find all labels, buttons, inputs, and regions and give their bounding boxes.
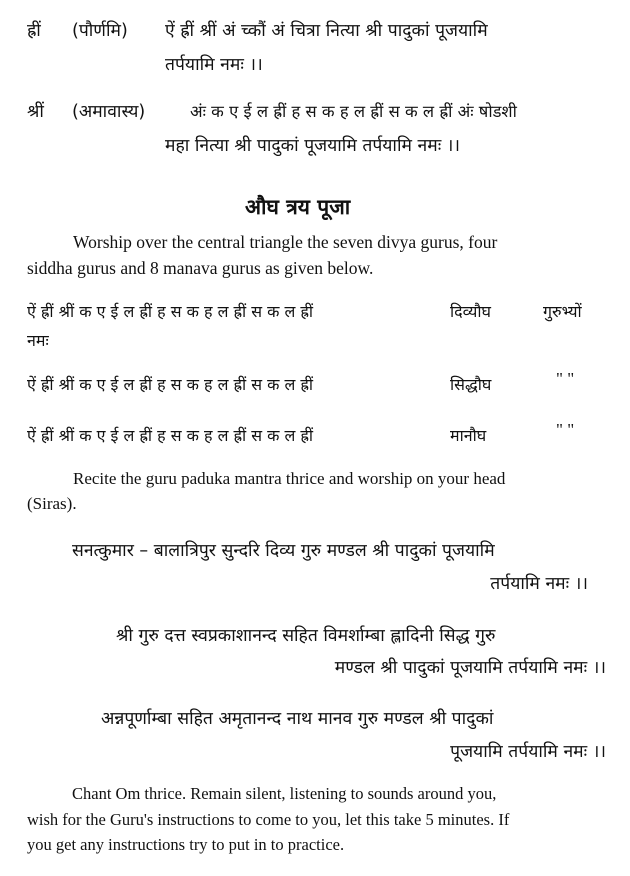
mandala-mantra-line1: अन्नपूर्णाम्बा सहित अमृतानन्द नाथ मानव गुरु मण्डल श्री पादुकां <box>101 709 494 729</box>
amavasya-mantra-line1: अंः क ए ई ल ह्रीं ह स क ह ल ह्रीं स क ल ह्रीं अंः षोडशी <box>190 102 517 121</box>
pournami-label: ह्रीं <box>27 21 41 41</box>
augha-row-mantra: ऐं ह्रीं श्रीं क ए ई ल ह्रीं ह स क ह ल ह्रीं स क ल ह्रीं <box>27 426 314 445</box>
mandala-mantra-line2: पूजयामि तर्पयामि नमः ।। <box>450 742 606 762</box>
section-title: औघ त्रय पूजा <box>245 195 351 219</box>
recite-line1: Recite the guru paduka mantra thrice and worship on your head <box>73 469 506 488</box>
amavasya-tithi: (अमावास्य) <box>72 102 146 122</box>
ditto-mark: " " <box>556 420 575 439</box>
closing-line1: Chant Om thrice. Remain silent, listening to sounds around you, <box>72 784 497 803</box>
pournami-tithi: (पौर्णमि) <box>72 21 128 41</box>
amavasya-label: श्रीं <box>27 102 44 122</box>
recite-line2: (Siras). <box>27 494 77 513</box>
augha-row-suffix: गुरुभ्यों <box>543 302 582 321</box>
augha-row-name: सिद्धौघ <box>450 375 492 394</box>
intro-line1: Worship over the central triangle the seven divya gurus, four <box>73 232 498 252</box>
augha-row-mantra: ऐं ह्रीं श्रीं क ए ई ल ह्रीं ह स क ह ल ह्रीं स क ल ह्रीं <box>27 302 314 321</box>
augha-row-mantra: ऐं ह्रीं श्रीं क ए ई ल ह्रीं ह स क ह ल ह्रीं स क ल ह्रीं <box>27 375 314 394</box>
intro-line2: siddha gurus and 8 manava gurus as given below. <box>27 258 374 278</box>
ditto-mark: " " <box>556 369 575 388</box>
mandala-mantra-line2: मण्डल श्री पादुकां पूजयामि तर्पयामि नमः ।। <box>334 658 606 678</box>
pournami-mantra-line2: तर्पयामि नमः ।। <box>165 55 263 75</box>
amavasya-mantra-line2: महा नित्या श्री पादुकां पूजयामि तर्पयामि नमः ।। <box>165 136 461 156</box>
mandala-mantra-line1: श्री गुरु दत्त स्वप्रकाशानन्द सहित विमर्शाम्बा ह्लादिनी सिद्ध गुरु <box>116 626 496 646</box>
pournami-mantra-line1: ऐं ह्रीं श्रीं अं च्कौं अं चित्रा नित्या श्री पादुकां पूजयामि <box>165 21 488 41</box>
augha-row-name: मानौघ <box>450 426 487 445</box>
namah-text: नमः <box>27 331 49 350</box>
mandala-mantra-line1: सनत्कुमार – बालात्रिपुर सुन्दरि दिव्य गुरु मण्डल श्री पादुकां पूजयामि <box>72 541 495 561</box>
mandala-mantra-line2: तर्पयामि नमः ।। <box>490 574 588 594</box>
closing-line3: you get any instructions try to put in to practice. <box>27 835 345 854</box>
augha-row-name: दिव्यौघ <box>450 302 491 321</box>
closing-line2: wish for the Guru's instructions to come to you, let this take 5 minutes. If <box>27 810 510 829</box>
